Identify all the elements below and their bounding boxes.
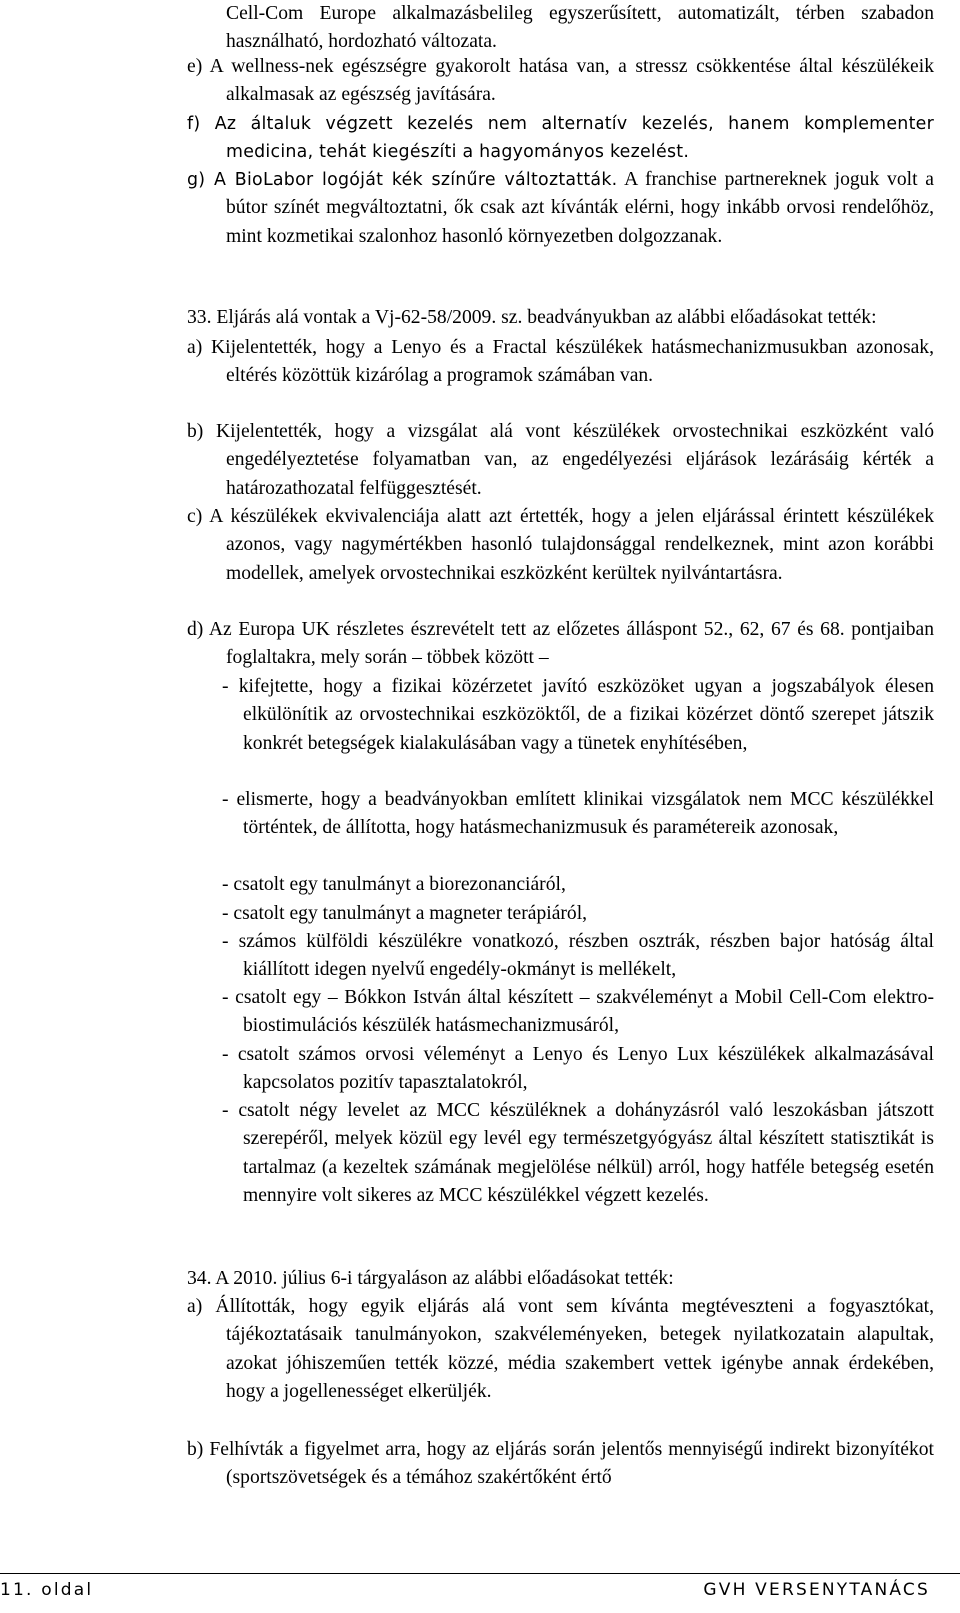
- dash-item: - csatolt egy tanulmányt a magneter terápiáról,: [222, 903, 588, 924]
- section-33-item-c: c) A készülékek ekvivalenciája alatt azt értették, hogy a jelen eljárással érintett készülékek azonos, vagy nagymértékben hasonló tulajdonsággal rendelkeznek, mint azon korábbi modellek, amelyek orvostechnikai eszközként kerültek nyilvántartásra.: [187, 506, 934, 584]
- item-g: [187, 166, 934, 251]
- section-34-heading: 34. A 2010. július 6-i tárgyaláson az alábbi előadásokat tették:: [187, 1268, 674, 1289]
- dash-item: - csatolt négy levelet az MCC készüléknek a dohányzásról való leszokásban játszott szerepéről, melyek közül egy levél egy természetgyógyász által készített statisztikát is tartalmaz (a kezeltek számának megjelölése nélkül) arról, hogy hatféle betegség esetén mennyire volt sikeres az MCC készülékkel végzett kezelés.: [222, 1100, 934, 1207]
- item-g-part2: A franchise partnereknek joguk volt a bútor színét megváltoztatni, ők csak azt kívánták elérni, hogy inkább orvosi rendelőhöz, mint kozmetikai szalonhoz hasonló környezetben dolgozzanak.: [226, 169, 934, 247]
- dash-item: - csatolt egy – Bókkon István által készített – szakvéleményt a Mobil Cell-Com elektro-biostimulációs készülék hatásmechanizmusáról,: [222, 987, 934, 1037]
- dash-item: - elismerte, hogy a beadványokban említett klinikai vizsgálatok nem MCC készülékkel történtek, de állította, hogy hatásmechanizmusuk és paramétereik azonosak,: [222, 789, 934, 839]
- item-e-continuation: Cell-Com Europe alkalmazásbelileg egyszerűsített, automatizált, térben szabadon használható, hordozható változata.: [226, 3, 934, 53]
- page-number: 11. oldal: [0, 1580, 94, 1600]
- item-e: e) A wellness-nek egészségre gyakorolt hatása van, a stressz csökkentése által készülékeik alkalmasak az egészség javítására.: [187, 56, 934, 106]
- dash-item: - csatolt egy tanulmányt a biorezonanciáról,: [222, 874, 566, 895]
- section-33-heading: 33. Eljárás alá vontak a Vj-62-58/2009. sz. beadványukban az alábbi előadásokat tették:: [187, 307, 877, 328]
- dash-item: - számos külföldi készülékre vonatkozó, részben osztrák, részben bajor hatóság által kiállított idegen nyelvű engedély-okmányt is mellékelt,: [222, 931, 934, 981]
- section-34-item-a: a) Állították, hogy egyik eljárás alá vont sem kívánta megtéveszteni a fogyasztókat, tájékoztatásaik tanulmányokon, szakvéleményeken, betegek nyilatkozatain alapultak, azokat jóhiszeműen tették közzé, média szakembert vettek igénybe annak érdekében, hogy a jogellenességet elkerüljék.: [187, 1296, 934, 1403]
- section-33-item-b: b) Kijelentették, hogy a vizsgálat alá vont készülékek orvostechnikai eszközként való engedélyeztetése folyamatban van, az engedélyezési eljárások lezárásáig kérték a határozathozatal felfüggesztését.: [187, 421, 934, 499]
- organization-name: GVH VERSENYTANÁCS: [703, 1580, 930, 1600]
- item-g-part1: g) A BioLabor logóját kék színűre változtatták.: [187, 170, 618, 190]
- dash-item: - csatolt számos orvosi véleményt a Lenyo és Lenyo Lux készülékek alkalmazásával kapcsolatos pozitív tapasztalatokról,: [222, 1044, 934, 1094]
- item-f: f) Az általuk végzett kezelés nem alternatív kezelés, hanem komplementer medicina, tehát kiegészíti a hagyományos kezelést.: [187, 114, 934, 163]
- section-34-item-b: b) Felhívták a figyelmet arra, hogy az eljárás során jelentős mennyiségű indirekt bizonyítékot (sportszövetségek és a témához szakértőként értő: [187, 1439, 934, 1489]
- section-33-item-d: d) Az Europa UK részletes észrevételt tett az előzetes álláspont 52., 62, 67 és 68. pontjaiban foglaltakra, mely során – többek között –: [187, 619, 934, 669]
- footer-divider: [0, 1573, 960, 1574]
- dash-item: - kifejtette, hogy a fizikai közérzetet javító eszközöket ugyan a jogszabályok élesen elkülönítik az orvostechnikai eszközöktől, de a fizikai közérzet döntő szerepet játszik konkrét betegségek kialakulásában vagy a tünetek enyhítésében,: [222, 676, 934, 754]
- section-33-item-a: a) Kijelentették, hogy a Lenyo és a Fractal készülékek hatásmechanizmusukban azonosak, eltérés közöttük kizárólag a programok számában van.: [187, 337, 934, 387]
